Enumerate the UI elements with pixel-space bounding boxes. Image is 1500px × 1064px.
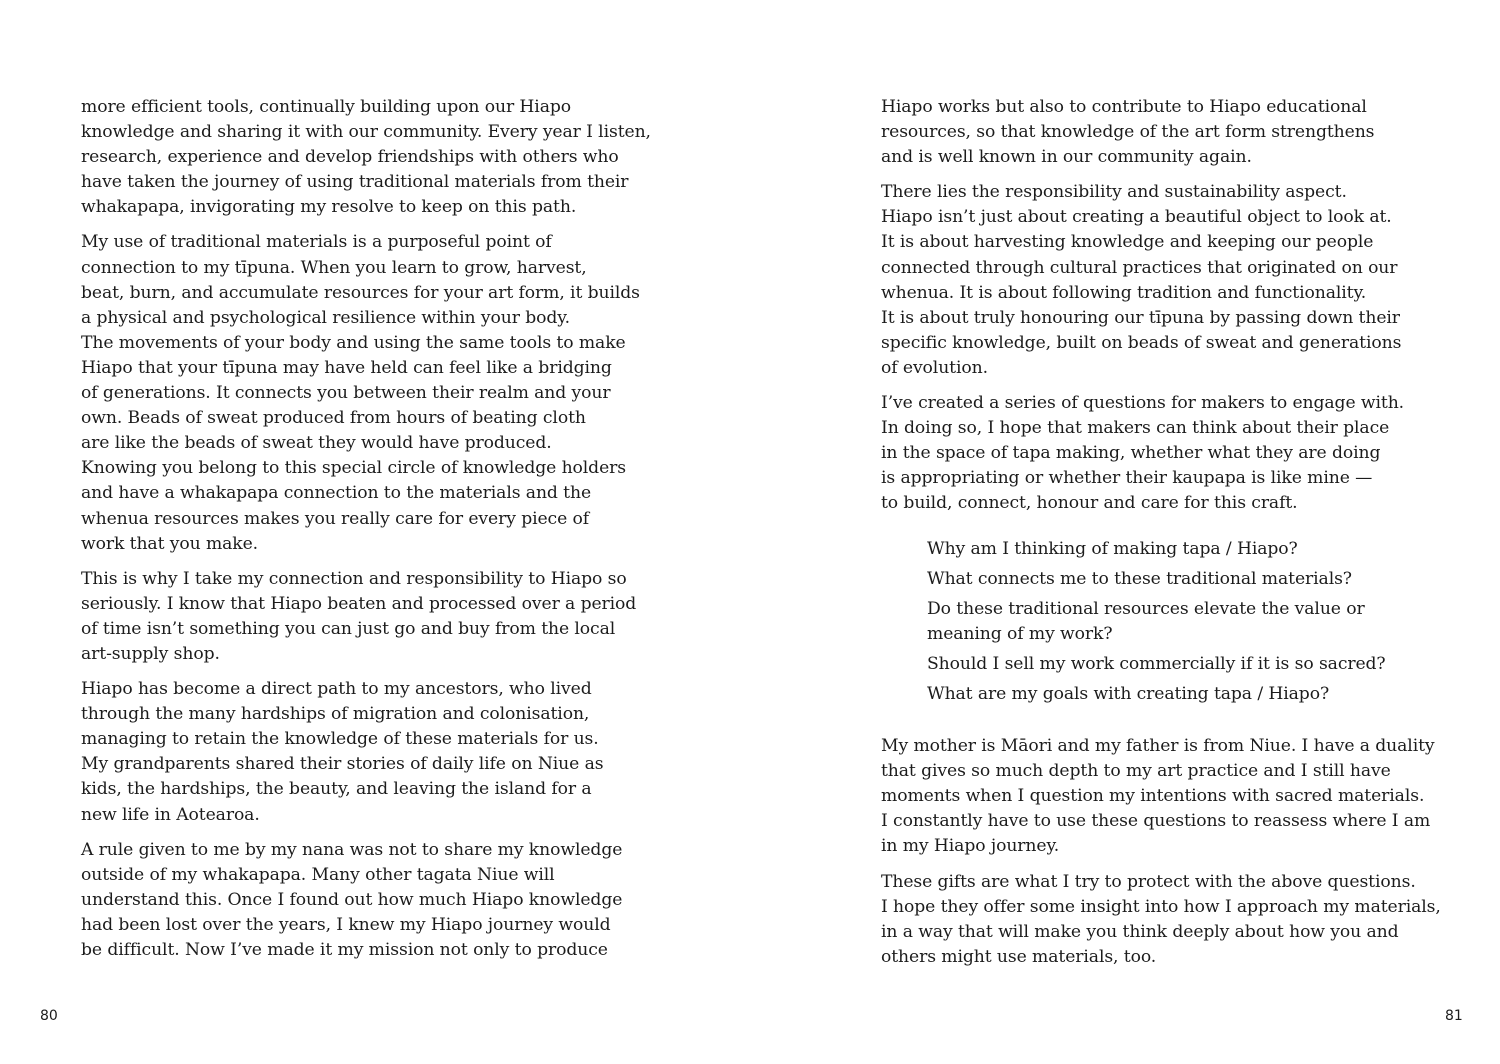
text-line: whenua resources makes you really care for every piece of [81,508,590,529]
paragraph [81,95,651,220]
text-line: more efficient tools, continually building upon our Hiapo [81,97,572,117]
paragraph [81,230,641,556]
text-line: Hiapo has become a direct path to my ancestors, who lived [81,679,592,700]
text-line: and have a whakapapa connection to the materials and the [81,483,592,504]
text-line: had been lost over the years, I knew my Hiapo journey would [81,914,611,935]
question-item [927,567,1441,592]
text-line: are like the beads of sweat they would have produced. [81,433,552,454]
text-line: in my Hiapo journey. [881,836,1060,857]
question-item [927,597,1441,647]
paragraph [881,391,1441,516]
text-line: My use of traditional materials is a purposeful point of [81,232,552,253]
text-line: Hiapo isn’t just about creating a beautiful object to look at. [881,207,1392,228]
text-line: There lies the responsibility and sustainability aspect. [881,182,1347,203]
text-line: a physical and psychological resilience within your body. [81,307,570,328]
paragraph [881,870,1441,970]
text-line: whenua. It is about following tradition and functionality. [881,282,1367,303]
text-line: be difficult. Now I’ve made it my mission not only to produce [81,940,608,960]
text-line: In doing so, I hope that makers can think about their place [881,418,1390,439]
text-line: Do these traditional resources elevate the value or [927,598,1365,619]
text-line: others might use materials, too. [881,946,1157,967]
question-item [927,537,1441,562]
text-line: knowledge and sharing it with our community. Every year I listen, [81,122,651,143]
text-line: kids, the hardships, the beauty, and leaving the island for a [81,779,592,800]
right-top-paragraphs [881,95,1441,517]
text-line: beat, burn, and accumulate resources for your art form, it builds [81,282,640,303]
text-line: A rule given to me by my nana was not to share my knowledge [81,839,623,860]
text-line: Knowing you belong to this special circle of knowledge holders [81,458,626,479]
question-list [927,537,1441,708]
text-line: in the space of tapa making, whether what they are doing [881,443,1381,464]
text-line: outside of my whakapapa. Many other tagata Niue will [81,864,555,885]
text-line: moments when I question my intentions with sacred materials. [881,786,1425,807]
text-line: work that you make. [81,533,259,554]
text-line: in a way that will make you think deeply about how you and [881,921,1399,942]
text-line: I hope they offer some insight into how I approach my materials, [881,896,1441,917]
text-line: What connects me to these traditional materials? [927,568,1352,589]
text-line: have taken the journey of using traditional materials from their [81,172,629,193]
text-line: This is why I take my connection and responsibility to Hiapo so [81,568,627,589]
text-line: My mother is Māori and my father is from Niue. I have a duality [881,736,1435,757]
text-line: Hiapo that your tīpuna may have held can feel like a bridging [81,357,612,378]
text-line: specific knowledge, built on beads of sweat and generations [881,332,1402,353]
text-line: of generations. It connects you between their realm and your [81,383,611,404]
right-bottom-paragraphs [881,734,1441,970]
paragraph [881,95,1441,170]
text-line: resources, so that knowledge of the art form strengthens [881,122,1375,143]
paragraph [81,567,641,667]
text-line: It is about truly honouring our tīpuna by passing down their [881,307,1400,328]
right-text-column [881,95,1441,980]
text-line: and is well known in our community again. [881,147,1252,168]
paragraph [81,677,641,828]
question-item [927,682,1441,707]
text-line: These gifts are what I try to protect with the above questions. [881,871,1416,892]
text-line: My grandparents shared their stories of daily life on Niue as [81,754,604,775]
text-line: seriously. I know that Hiapo beaten and processed over a period [81,593,637,614]
question-item [927,652,1441,677]
text-line: art-supply shop. [81,643,220,664]
text-line: understand this. Once I found out how much Hiapo knowledge [81,889,623,910]
left-text-column [81,95,651,973]
text-line: of time isn’t something you can just go and buy from the local [81,618,616,639]
text-line: Hiapo works but also to contribute to Hiapo educational [881,97,1367,117]
right-page [750,0,1500,1064]
text-line: new life in Aotearoa. [81,804,260,825]
page-number: 81 [1445,1008,1463,1024]
text-line: connected through cultural practices that originated on our [881,257,1398,278]
text-line: managing to retain the knowledge of these materials for us. [81,729,599,750]
text-line: What are my goals with creating tapa / Hiapo? [927,683,1330,704]
text-line: It is about harvesting knowledge and keeping our people [881,232,1374,253]
text-line: I’ve created a series of questions for makers to engage with. [881,393,1405,414]
text-line: connection to my tīpuna. When you learn to grow, harvest, [81,257,587,278]
text-line: of evolution. [881,357,988,378]
text-line: The movements of your body and using the same tools to make [81,332,626,353]
text-line: Should I sell my work commercially if it is so sacred? [927,653,1386,674]
text-line: research, experience and develop friendships with others who [81,147,619,168]
text-line: I constantly have to use these questions to reassess where I am [881,811,1431,832]
paragraph [81,838,641,963]
text-line: through the many hardships of migration and colonisation, [81,704,590,725]
text-line: own. Beads of sweat produced from hours of beating cloth [81,408,586,429]
text-line: to build, connect, honour and care for this craft. [881,493,1298,514]
text-line: Why am I thinking of making tapa / Hiapo? [927,538,1298,559]
text-line: is appropriating or whether their kaupapa is like mine — [881,468,1373,489]
paragraph [881,734,1441,859]
text-line: whakapapa, invigorating my resolve to keep on this path. [81,197,577,218]
text-line: that gives so much depth to my art practice and I still have [881,761,1391,782]
paragraph [881,180,1441,381]
page-number: 80 [40,1008,58,1024]
text-line: meaning of my work? [927,623,1113,644]
